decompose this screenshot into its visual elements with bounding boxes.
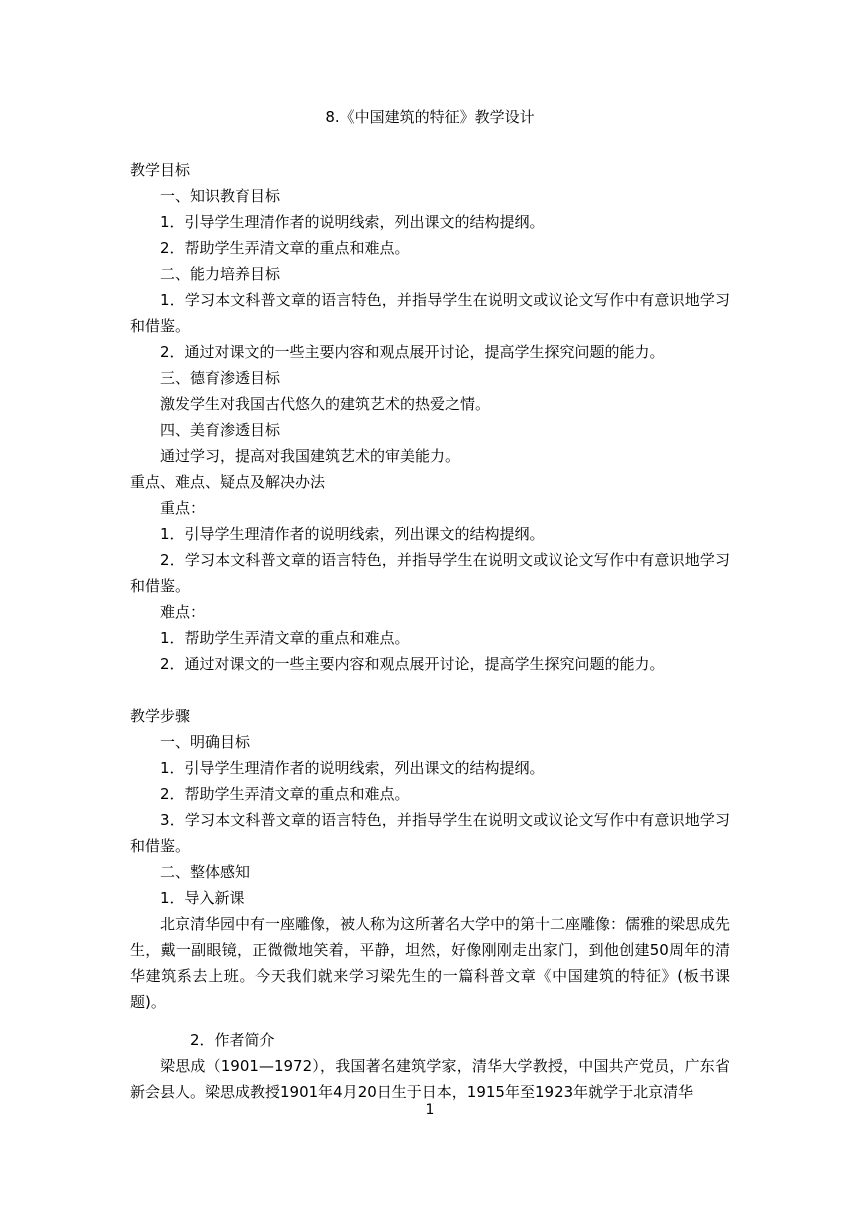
clarify-goal-item: 2．帮助学生弄清文章的重点和难点。 [160,785,410,803]
key-point-item: 2．学习本文科普文章的语言特色，并指导学生在说明文或议论文写作中有意识地学习和借鉴。 [130,551,730,595]
ability-item: 1．学习本文科普文章的语言特色，并指导学生在说明文或议论文写作中有意识地学习和借鉴。 [130,291,730,335]
overall-perception-heading: 二、整体感知 [160,863,251,881]
knowledge-item: 1．引导学生理清作者的说明线索，列出课文的结构提纲。 [160,213,545,231]
knowledge-item: 2．帮助学生弄清文章的重点和难点。 [160,239,410,257]
blank-line [130,1015,730,1027]
difficult-points-label: 难点： [160,603,206,621]
steps-heading: 教学步骤 [130,707,191,725]
blank-line [130,677,730,703]
clarify-goal-item: 3．学习本文科普文章的语言特色，并指导学生在说明文或议论文写作中有意识地学习和借鉴。 [130,811,730,855]
clarify-goal-item: 1．引导学生理清作者的说明线索，列出课文的结构提纲。 [160,759,545,777]
document-title: 8.《中国建筑的特征》教学设计 [325,108,535,126]
intro-paragraph: 北京清华园中有一座雕像，被人称为这所著名大学中的第十二座雕像：儒雅的梁思成先生，戴一副眼镜，正微微地笑着，平静，坦然，好像刚刚走出家门，到他创建50周年的清华建筑系去上班。今天我们就来学习梁先生的一篇科普文章《中国建筑的特征》(板书课题)。 [130,915,731,1011]
ability-item: 2．通过对课文的一些主要内容和观点展开讨论，提高学生探究问题的能力。 [160,343,665,361]
page-number: 1 [425,1102,435,1118]
aesthetic-objectives-text: 通过学习，提高对我国建筑艺术的审美能力。 [160,447,461,465]
key-points-label: 重点： [160,499,206,517]
author-label: 2．作者简介 [190,1031,275,1049]
key-point-item: 1．引导学生理清作者的说明线索，列出课文的结构提纲。 [160,525,545,543]
focus-heading: 重点、难点、疑点及解决办法 [130,473,326,491]
ability-objectives-heading: 二、能力培养目标 [160,265,281,283]
difficult-point-item: 2．通过对课文的一些主要内容和观点展开讨论，提高学生探究问题的能力。 [160,655,665,673]
objectives-heading: 教学目标 [130,161,191,179]
knowledge-objectives-heading: 一、知识教育目标 [160,187,281,205]
clarify-goals-heading: 一、明确目标 [160,733,251,751]
moral-objectives-heading: 三、德育渗透目标 [160,369,281,387]
aesthetic-objectives-heading: 四、美育渗透目标 [160,421,281,439]
author-paragraph: 梁思成（1901—1972），我国著名建筑学家，清华大学教授，中国共产党员，广东省新会县人。梁思成教授1901年4月20日生于日本，1915年至1923年就学于北京清华 [130,1057,730,1101]
intro-label: 1．导入新课 [160,889,245,907]
difficult-point-item: 1．帮助学生弄清文章的重点和难点。 [160,629,410,647]
moral-objectives-text: 激发学生对我国古代悠久的建筑艺术的热爱之情。 [160,395,491,413]
document-body [130,157,730,1105]
